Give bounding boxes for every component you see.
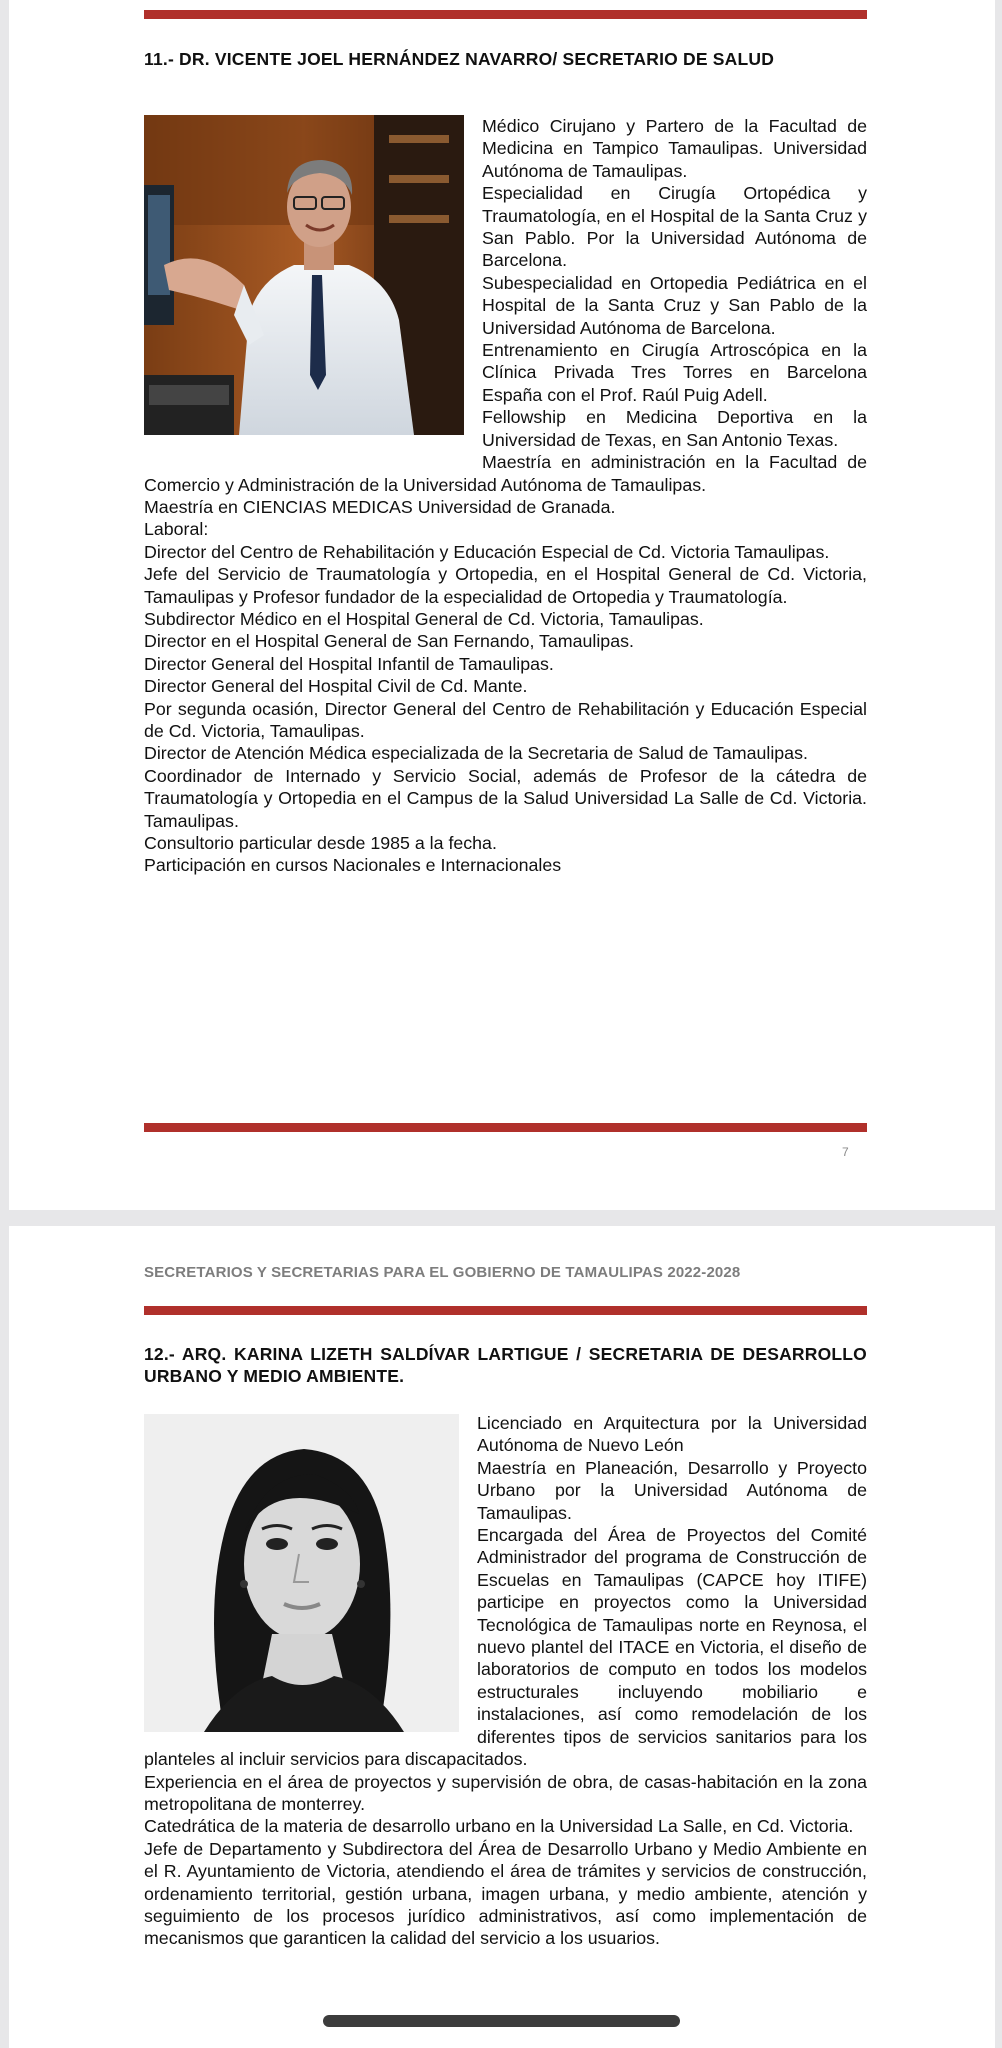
bio-paragraph: Catedrática de la materia de desarrollo urbano en la Universidad La Salle, en Cd. Victoria. [144, 1816, 854, 1837]
bio-paragraph: Especialidad en Cirugía Ortopédica y Traumatología, en el Hospital de la Santa Cruz y San Pablo. Por la Universidad Autónoma de Barcelona. [482, 183, 867, 271]
biography-text [144, 115, 867, 877]
bio-paragraph: Director General del Hospital Civil de Cd. Mante. [144, 676, 528, 697]
home-indicator-bar[interactable] [323, 2015, 680, 2027]
bio-paragraph: Maestría en CIENCIAS MEDICAS Universidad de Granada. [144, 496, 616, 517]
bio-paragraph: Encargada del Área de Proyectos del Comité Administrador del programa de Construcción de Escuelas en Tamaulipas (CAPCE hoy ITIFE) participe en proyectos como la Universidad Tecnológica de Tamaulipas norte en Reynosa, el nuevo plantel del ITACE en Victoria, el diseño de laboratorios de computo en todos los modelos estructurales incluyendo mobiliario e instalaciones, así como remodelación de los diferentes tipos de servicios sanitarios para los planteles al incluir servicios para discapacitados. [144, 1525, 867, 1770]
document-page-7 [9, 0, 995, 1210]
bio-paragraph: Jefe de Departamento y Subdirectora del Área de Desarrollo Urbano y Medio Ambiente en el R. Ayuntamiento de Victoria, atendiendo el área de trámites y servicios de construcción, ordenamiento territorial, gestión urbana, imagen urbana, y medio ambiente, atención y seguimiento de los procesos jurídico administrativos, así como implementación de mecanismos que garanticen la calidad del servicio a los usuarios. [144, 1838, 867, 1949]
bio-paragraph: Experiencia en el área de proyectos y supervisión de obra, de casas-habitación en la zona metropolitana de monterrey. [144, 1771, 867, 1814]
photo-text-wrap-spacer [144, 1412, 477, 1748]
top-red-rule [144, 10, 867, 19]
bio-paragraph: Entrenamiento en Cirugía Artroscópica en la Clínica Privada Tres Torres en Barcelona España con el Prof. Raúl Puig Adell. [482, 340, 867, 405]
bio-paragraph: Participación en cursos Nacionales e Internacionales [144, 855, 562, 876]
bio-paragraph: Director de Atención Médica especializada de la Secretaria de Salud de Tamaulipas. [144, 743, 808, 764]
bio-paragraph: Director en el Hospital General de San Fernando, Tamaulipas. [144, 631, 634, 652]
photo-text-wrap-spacer [144, 115, 482, 463]
page-number: 7 [842, 1145, 849, 1159]
bio-paragraph: Maestría en administración en la Facultad de Comercio y Administración de la Universidad Autónoma de Tamaulipas. [144, 452, 867, 495]
bio-paragraph: Por segunda ocasión, Director General del Centro de Rehabilitación y Educación Especial de Cd. Victoria, Tamaulipas. [144, 698, 867, 741]
bio-paragraph: Director del Centro de Rehabilitación y Educación Especial de Cd. Victoria Tamaulipas. [144, 541, 830, 562]
bio-paragraph: Maestría en Planeación, Desarrollo y Proyecto Urbano por la Universidad Autónoma de Tamaulipas. [477, 1457, 867, 1523]
bio-paragraph: Laboral: [144, 519, 209, 540]
running-header: SECRETARIOS Y SECRETARIAS PARA EL GOBIERNO DE TAMAULIPAS 2022-2028 [144, 1264, 741, 1281]
bottom-red-rule [144, 1123, 867, 1132]
biography-text [144, 1412, 867, 1950]
bio-paragraph: Fellowship en Medicina Deportiva en la Universidad de Texas, en San Antonio Texas. [482, 407, 867, 450]
bio-paragraph: Licenciado en Arquitectura por la Universidad Autónoma de Nuevo León [477, 1413, 867, 1456]
section-title: 12.- ARQ. KARINA LIZETH SALDÍVAR LARTIGUE / SECRETARIA DE DESARROLLO URBANO Y MEDIO AMBIENTE. [144, 1344, 867, 1386]
bio-paragraph: Coordinador de Internado y Servicio Social, además de Profesor de la cátedra de Traumatología y Ortopedia en el Campus de la Salud Universidad La Salle de Cd. Victoria. Tamaulipas. [144, 765, 867, 831]
bio-paragraph: Director General del Hospital Infantil de Tamaulipas. [144, 653, 554, 674]
bio-paragraph: Subdirector Médico en el Hospital General de Cd. Victoria, Tamaulipas. [144, 608, 704, 629]
bio-paragraph: Jefe del Servicio de Traumatología y Ortopedia, en el Hospital General de Cd. Victoria, Tamaulipas y Profesor fundador de la especialidad de Ortopedia y Traumatología. [144, 564, 867, 607]
top-red-rule [144, 1306, 867, 1315]
bio-paragraph: Consultorio particular desde 1985 a la fecha. [144, 833, 497, 853]
document-page-8 [9, 1226, 995, 2048]
section-title: 11.- DR. VICENTE JOEL HERNÁNDEZ NAVARRO/ SECRETARIO DE SALUD [144, 49, 775, 69]
bio-paragraph: Médico Cirujano y Partero de la Facultad de Medicina en Tampico Tamaulipas. Universidad Autónoma de Tamaulipas. [482, 116, 867, 181]
bio-paragraph: Subespecialidad en Ortopedia Pediátrica en el Hospital de la Santa Cruz y San Pablo de la Universidad Autónoma de Barcelona. [482, 272, 867, 338]
